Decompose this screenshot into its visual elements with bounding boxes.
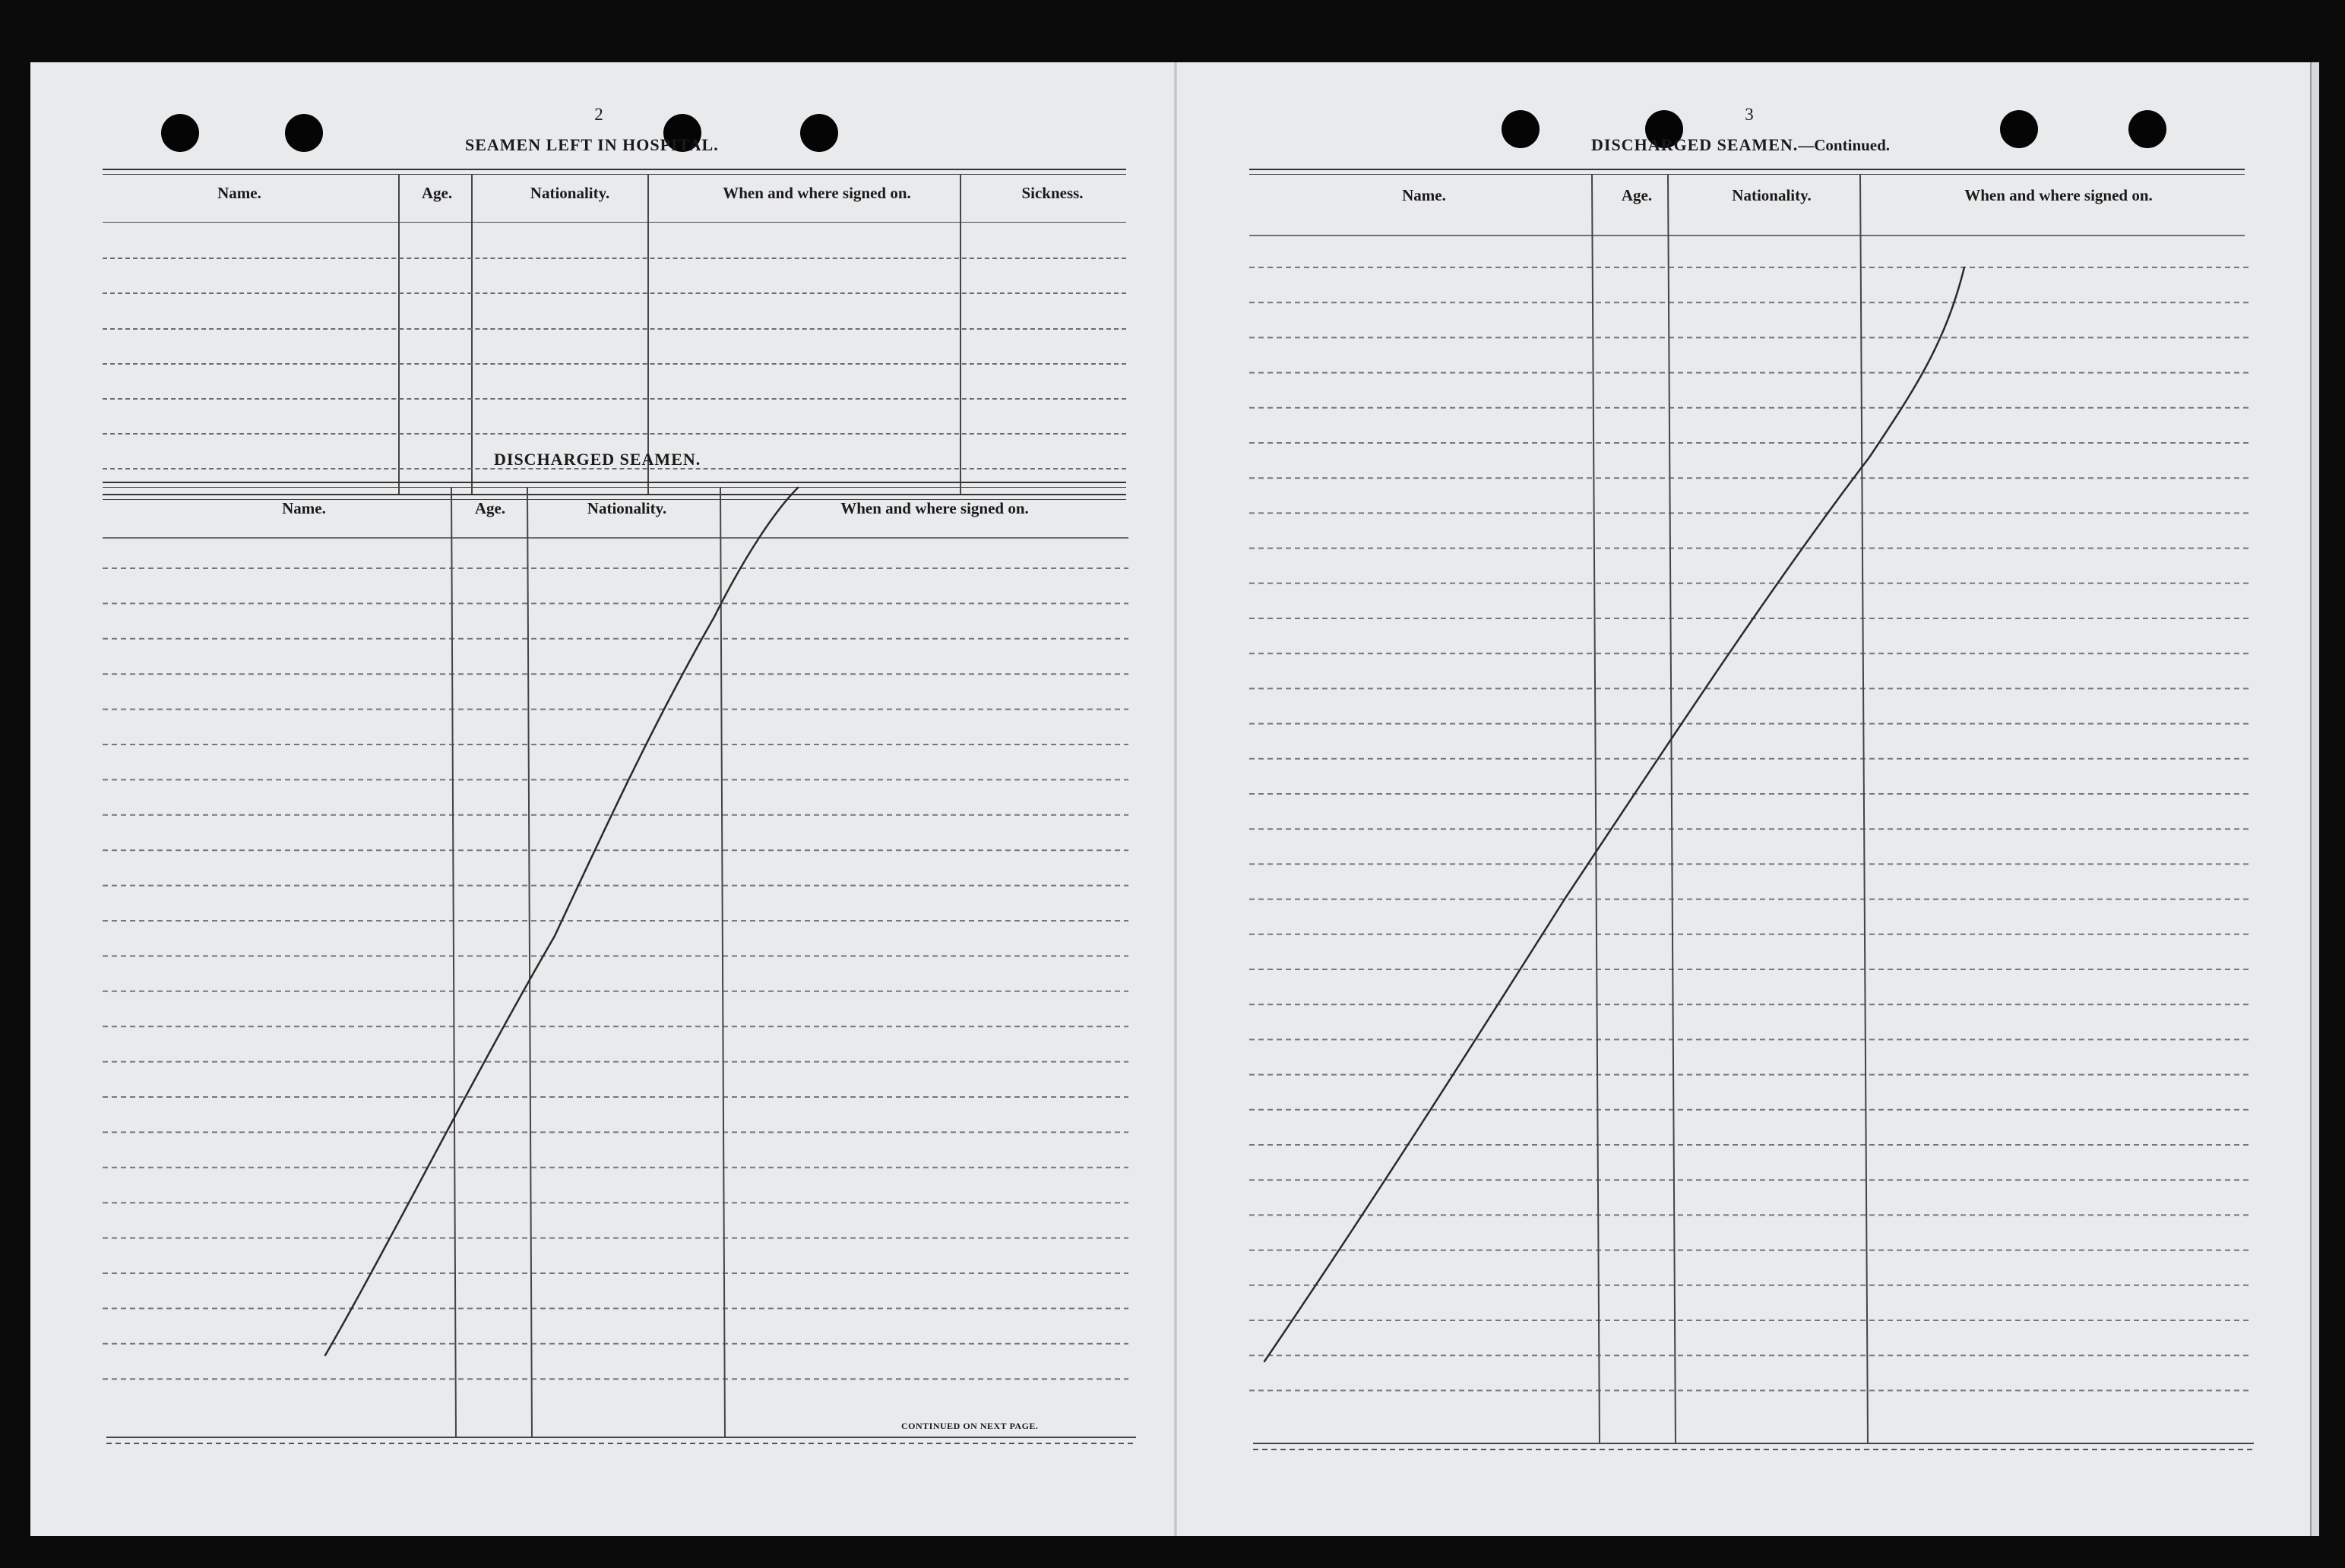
column-divider — [527, 488, 532, 1437]
title-text: DISCHARGED SEAMEN. — [1591, 135, 1799, 154]
column-header-age: Age. — [421, 184, 453, 202]
discharged-section-title: DISCHARGED SEAMEN. — [494, 450, 701, 469]
column-header-nationality: Nationality. — [587, 499, 667, 517]
column-divider — [1668, 175, 1676, 1443]
hospital-section-title: SEAMEN LEFT IN HOSPITAL. — [465, 135, 719, 154]
column-header-when-where-signed-on: When and where signed on. — [723, 184, 911, 202]
column-header-name: Name. — [282, 499, 326, 517]
column-header-when-where-signed-on: When and where signed on. — [840, 499, 1029, 517]
column-header-nationality: Nationality. — [1732, 186, 1812, 204]
column-header-age: Age. — [1621, 186, 1653, 204]
column-header-sickness: Sickness. — [1021, 184, 1084, 202]
continued-note: CONTINUED ON NEXT PAGE. — [901, 1421, 1039, 1431]
sheet-edge — [2310, 62, 2319, 1536]
column-divider — [451, 488, 456, 1437]
column-header-age: Age. — [474, 499, 506, 517]
column-divider — [720, 488, 725, 1437]
page-number: 2 — [594, 105, 603, 124]
column-header-when-where-signed-on: When and where signed on. — [1964, 186, 2153, 204]
column-divider — [1592, 175, 1600, 1443]
column-header-nationality: Nationality. — [530, 184, 610, 202]
column-header-name: Name. — [217, 184, 261, 202]
pen-cancel-stroke-right — [1264, 267, 1964, 1361]
column-divider — [1860, 175, 1868, 1443]
document-sheet — [30, 62, 2310, 1536]
page-number: 3 — [1745, 105, 1754, 124]
title-suffix: —Continued. — [1798, 136, 1891, 154]
column-header-name: Name. — [1402, 186, 1446, 204]
ruled-lines — [30, 62, 2310, 1536]
